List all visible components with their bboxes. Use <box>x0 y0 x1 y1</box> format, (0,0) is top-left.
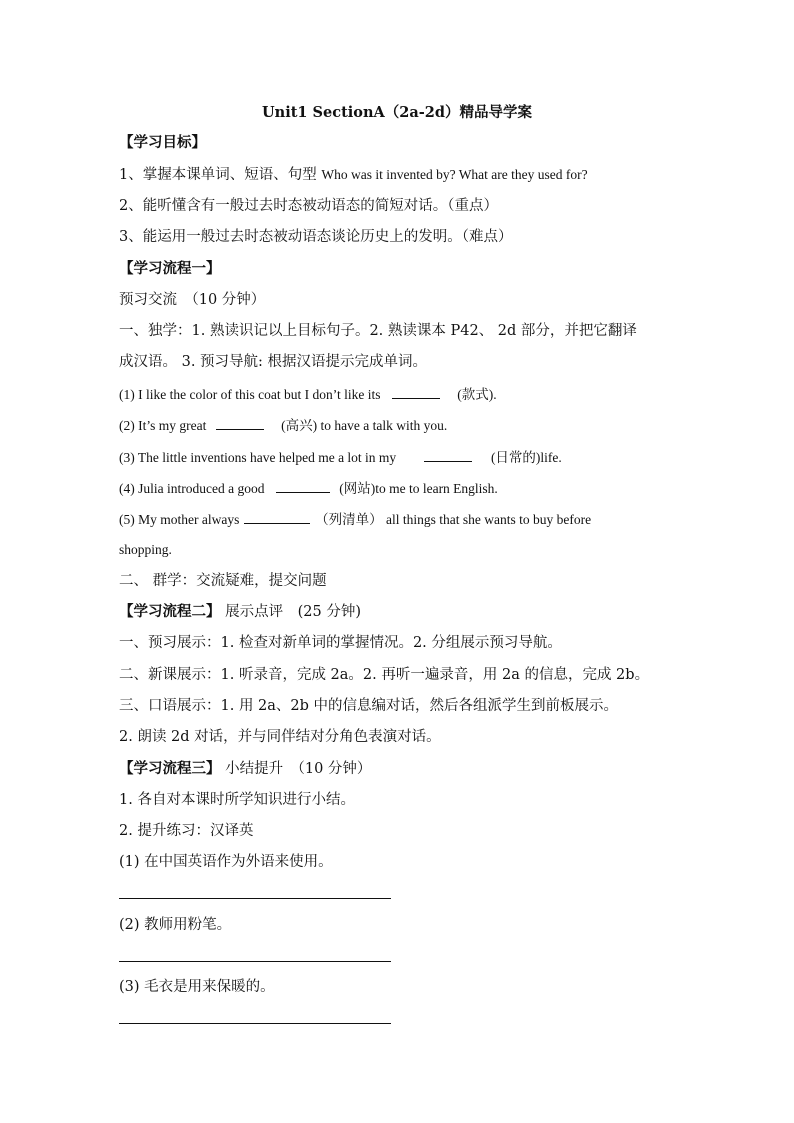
exercise-4-blank[interactable] <box>276 478 330 493</box>
exercise-1 <box>119 384 497 405</box>
exercise-3-text: (3) The little inventions have helped me a lot in my <box>119 450 397 465</box>
exercise-3-blank[interactable] <box>424 447 472 462</box>
flow2-line-4: 2. 朗读 2d 对话，并与同伴结对分角色表演对话。 <box>119 729 441 745</box>
goals-heading: 【学习目标】 <box>119 134 206 151</box>
exercise-1-text: (1) I like the color of this coat but I don’t like its <box>119 387 381 402</box>
translation-item-2: (2) 教师用粉笔。 <box>119 917 232 933</box>
flow1-heading: 【学习流程一】 <box>119 260 221 277</box>
exercise-3-hint: (日常的)life. <box>490 450 562 465</box>
exercise-2-text: (2) It’s my great <box>119 418 207 433</box>
flow3-line-2: 2. 提升练习：汉译英 <box>119 823 254 839</box>
exercise-5-blank[interactable] <box>244 509 310 524</box>
goal-item-1 <box>119 165 588 185</box>
goal-item-1-text: 1、掌握本课单词、短语、句型 <box>119 167 317 183</box>
goal-item-1-sentences: Who was it invented by? What are they used for? <box>321 167 588 182</box>
exercise-5-hint: （列清单） all things that she wants to buy before <box>315 512 592 527</box>
translation-answer-line-2[interactable] <box>119 961 391 962</box>
translation-answer-line-3[interactable] <box>119 1023 391 1024</box>
flow2-line-3: 三、口语展示：1. 用 2a、2b 中的信息编对话，然后各组派学生到前板展示。 <box>119 698 619 714</box>
exercise-1-blank[interactable] <box>392 384 440 399</box>
flow3-header <box>119 759 371 779</box>
exercise-2 <box>119 415 447 436</box>
exercise-3 <box>119 447 562 468</box>
exercise-1-hint: (款式). <box>457 387 497 402</box>
exercise-5-text: (5) My mother always <box>119 512 240 527</box>
exercise-2-blank[interactable] <box>216 415 264 430</box>
exercise-4 <box>119 478 498 499</box>
goal-item-2: 2、能听懂含有一般过去时态被动语态的简短对话。（重点） <box>119 198 498 214</box>
flow1-subheading: 预习交流 （10 分钟） <box>119 292 266 308</box>
translation-item-1: (1) 在中国英语作为外语来使用。 <box>119 854 333 870</box>
goal-item-3: 3、能运用一般过去时态被动语态谈论历史上的发明。（难点） <box>119 229 513 245</box>
flow1-paragraph-line-1: 一、独学：1. 熟读识记以上目标句子。2. 熟读课本 P42、 2d 部分，并把它翻译 <box>119 323 637 339</box>
flow2-line-1: 一、预习展示：1. 检查对新单词的掌握情况。2. 分组展示预习导航。 <box>119 635 562 651</box>
exercise-5-continued: shopping. <box>119 542 172 557</box>
translation-answer-line-1[interactable] <box>119 898 391 899</box>
flow3-heading: 【学习流程三】 <box>119 760 221 777</box>
flow3-line-1: 1. 各自对本课时所学知识进行小结。 <box>119 792 355 808</box>
flow2-heading: 【学习流程二】 <box>119 603 221 620</box>
flow2-line-2: 二、新课展示：1. 听录音，完成 2a。2. 再听一遍录音，用 2a 的信息，完成 2b。 <box>119 667 650 683</box>
flow1-paragraph-line-2: 成汉语。 3. 预习导航: 根据汉语提示完成单词。 <box>119 354 428 370</box>
flow3-subheading: 小结提升 （10 分钟） <box>220 761 372 777</box>
translation-item-3: (3) 毛衣是用来保暖的。 <box>119 979 275 995</box>
flow2-subheading: 展示点评 (25 分钟) <box>220 604 361 620</box>
exercise-2-hint: (高兴) to have a talk with you. <box>281 418 448 433</box>
page-title: Unit1 SectionA（2a-2d）精品导学案 <box>262 104 532 121</box>
flow2-header <box>119 602 361 622</box>
exercise-4-hint: (网站)to me to learn English. <box>339 481 498 496</box>
flow1-group-study: 二、 群学：交流疑难，提交问题 <box>119 573 327 589</box>
exercise-5 <box>119 509 591 530</box>
exercise-4-text: (4) Julia introduced a good <box>119 481 265 496</box>
